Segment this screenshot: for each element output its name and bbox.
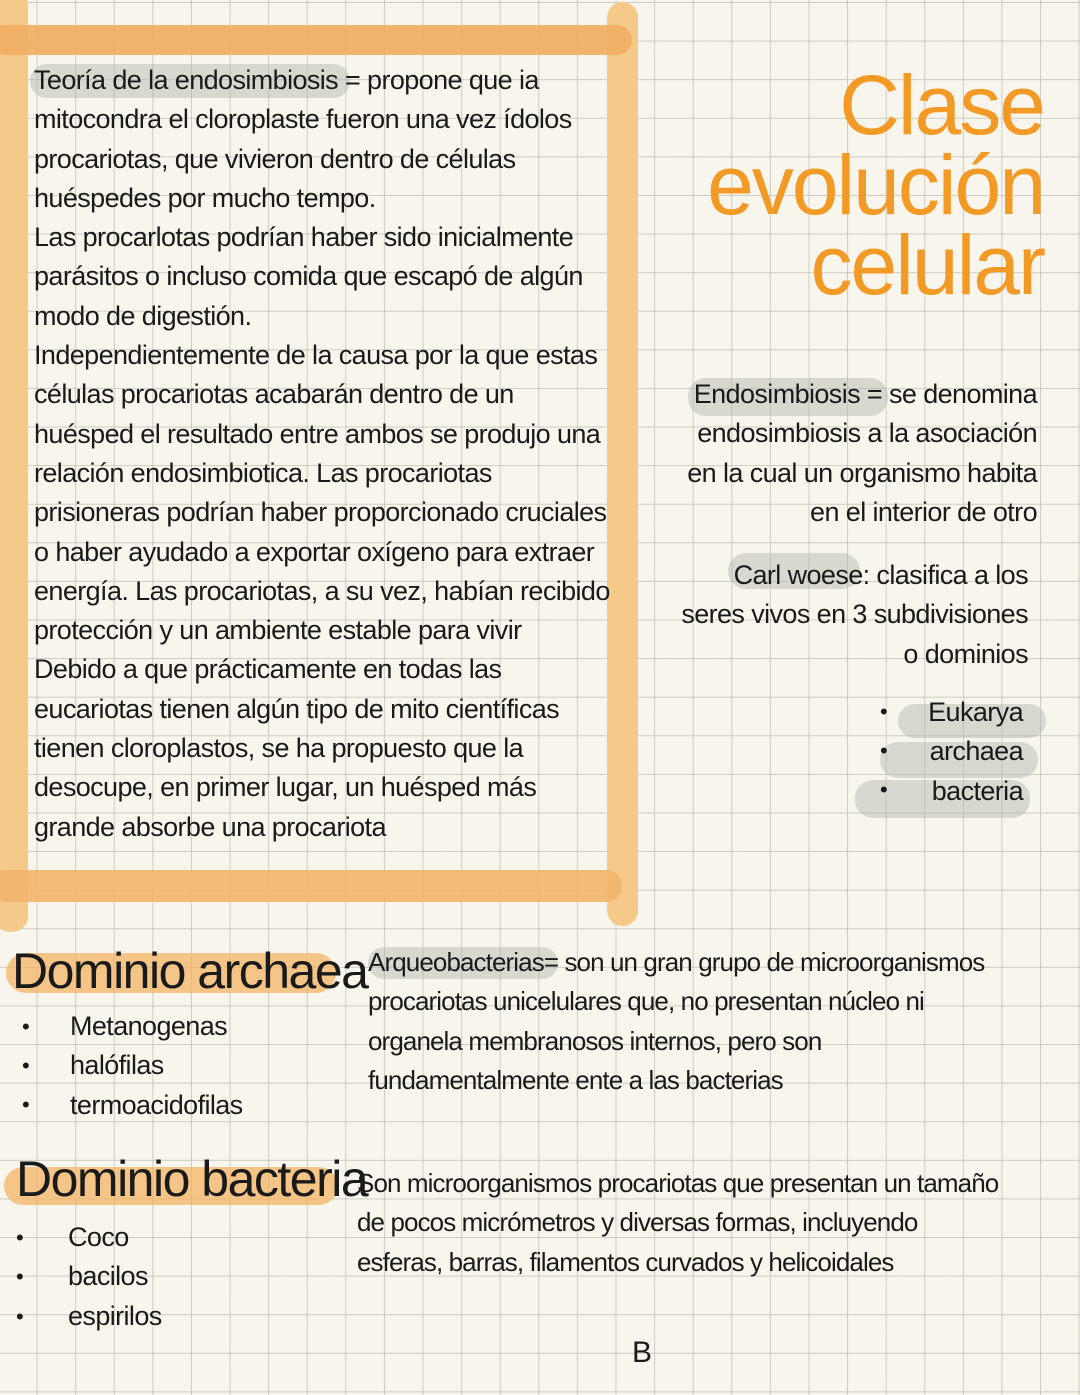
bullet-icon: • [22,1053,30,1078]
text-line: tienen cloroplastos, se ha propuesto que la [34,733,524,764]
text-line: energía. Las procariotas, a su vez, habían recibido [34,575,610,606]
text-line: o haber ayudado a exportar oxígeno para extraer [34,536,595,567]
text-line: en el interior de otro [810,496,1037,527]
text-line: Independientemente de la causa por la que estas [34,340,598,371]
list-item: halófilas [70,1050,164,1081]
title-line: evolución [707,138,1044,232]
text-line: Las procarlotas podrían haber sido inicialmente [34,222,574,253]
frame-bottom-bar [0,870,622,902]
text-line: huésped el resultado entre ambos se produjo una [34,418,601,449]
text-line: Endosimbiosis = se denomina [693,379,1037,409]
text-line: grande absorbe una procariota [34,811,386,842]
text-line: organela membranosos internos, pero son [368,1025,822,1056]
bullet-icon: • [880,738,888,763]
text-line: células procariotas acabarán dentro de un [34,379,514,410]
text-line: o dominios [903,638,1028,669]
list-item: Coco [68,1222,129,1252]
theory-paragraph [34,61,610,847]
text-line: de pocos micrómetros y diversas formas, incluyendo [357,1207,918,1238]
list-item: termoacidofilas [70,1089,243,1120]
endosimbiosis-definition [687,375,1037,532]
list-item: bacilos [68,1261,148,1292]
bacteria-heading: Dominio bacteria [16,1151,368,1207]
text-line: esferas, barras, filamentos curvados y helicoidales [357,1246,894,1277]
domain-list [928,693,1023,811]
archaea-heading: Dominio archaea [12,943,368,999]
text-line: huéspedes por mucho tempo. [34,182,376,213]
list-item: archaea [929,736,1023,767]
text-line: procariotas, que vivieron dentro de células [34,143,516,174]
text-line: mitocondra el cloroplaste fueron una vez ídolos [34,104,572,135]
frame-top-bar [0,25,632,55]
text-line: prisioneras podrían haber proporcionado cruciales [34,497,607,528]
text-line: modo de digestión. [34,300,252,331]
text-line: Arqueobacterias= son un gran grupo de microorganismos [368,947,985,977]
text-line: Son microorganismos procariotas que presentan un tamaño [357,1168,999,1198]
list-item: Metanogenas [70,1011,228,1041]
archaea-description [368,943,984,1100]
bullet-icon: • [880,777,888,802]
text-line: fundamentalmente ente a las bacterias [368,1064,783,1095]
text-line: Debido a que prácticamente en todas las [34,654,502,685]
page-title [707,58,1044,312]
bacteria-list [68,1218,162,1336]
text-line: desocupe, en primer lugar, un huésped más [34,772,537,803]
text-line: endosimbiosis a la asociación [697,418,1037,449]
text-line: Carl woese: clasifica a los [733,560,1028,590]
bacteria-description [357,1164,998,1282]
bullet-icon: • [22,1014,30,1039]
text-line: relación endosimbiotica. Las procariotas [34,457,492,488]
list-item: espirilos [68,1300,162,1331]
bullet-icon: • [22,1092,30,1117]
archaea-list [70,1007,243,1125]
frame-right-bar [607,2,638,926]
list-item: Eukarya [928,697,1023,727]
title-line: celular [810,218,1044,312]
title-line: Clase [839,58,1044,152]
text-line: eucariotas tienen algún tipo de mito científicas [34,693,560,724]
bullet-icon: • [16,1225,24,1250]
page-mark: B [632,1336,653,1369]
text-line: Teoría de la endosimbiosis = propone que ia [34,65,539,95]
list-item: bacteria [931,775,1023,806]
bullet-icon: • [880,699,888,724]
text-line: seres vivos en 3 subdivisiones [681,599,1028,630]
text-line: en la cual un organismo habita [687,457,1037,488]
text-line: procariotas unicelulares que, no presentan núcleo ni [368,986,924,1017]
bullet-icon: • [16,1264,24,1289]
frame-left-bar [0,0,28,932]
text-line: parásitos o incluso comida que escapó de algún [34,261,583,292]
text-line: protección y un ambiente estable para vivir [34,615,522,646]
woese-note [681,556,1028,674]
bullet-icon: • [16,1304,24,1329]
